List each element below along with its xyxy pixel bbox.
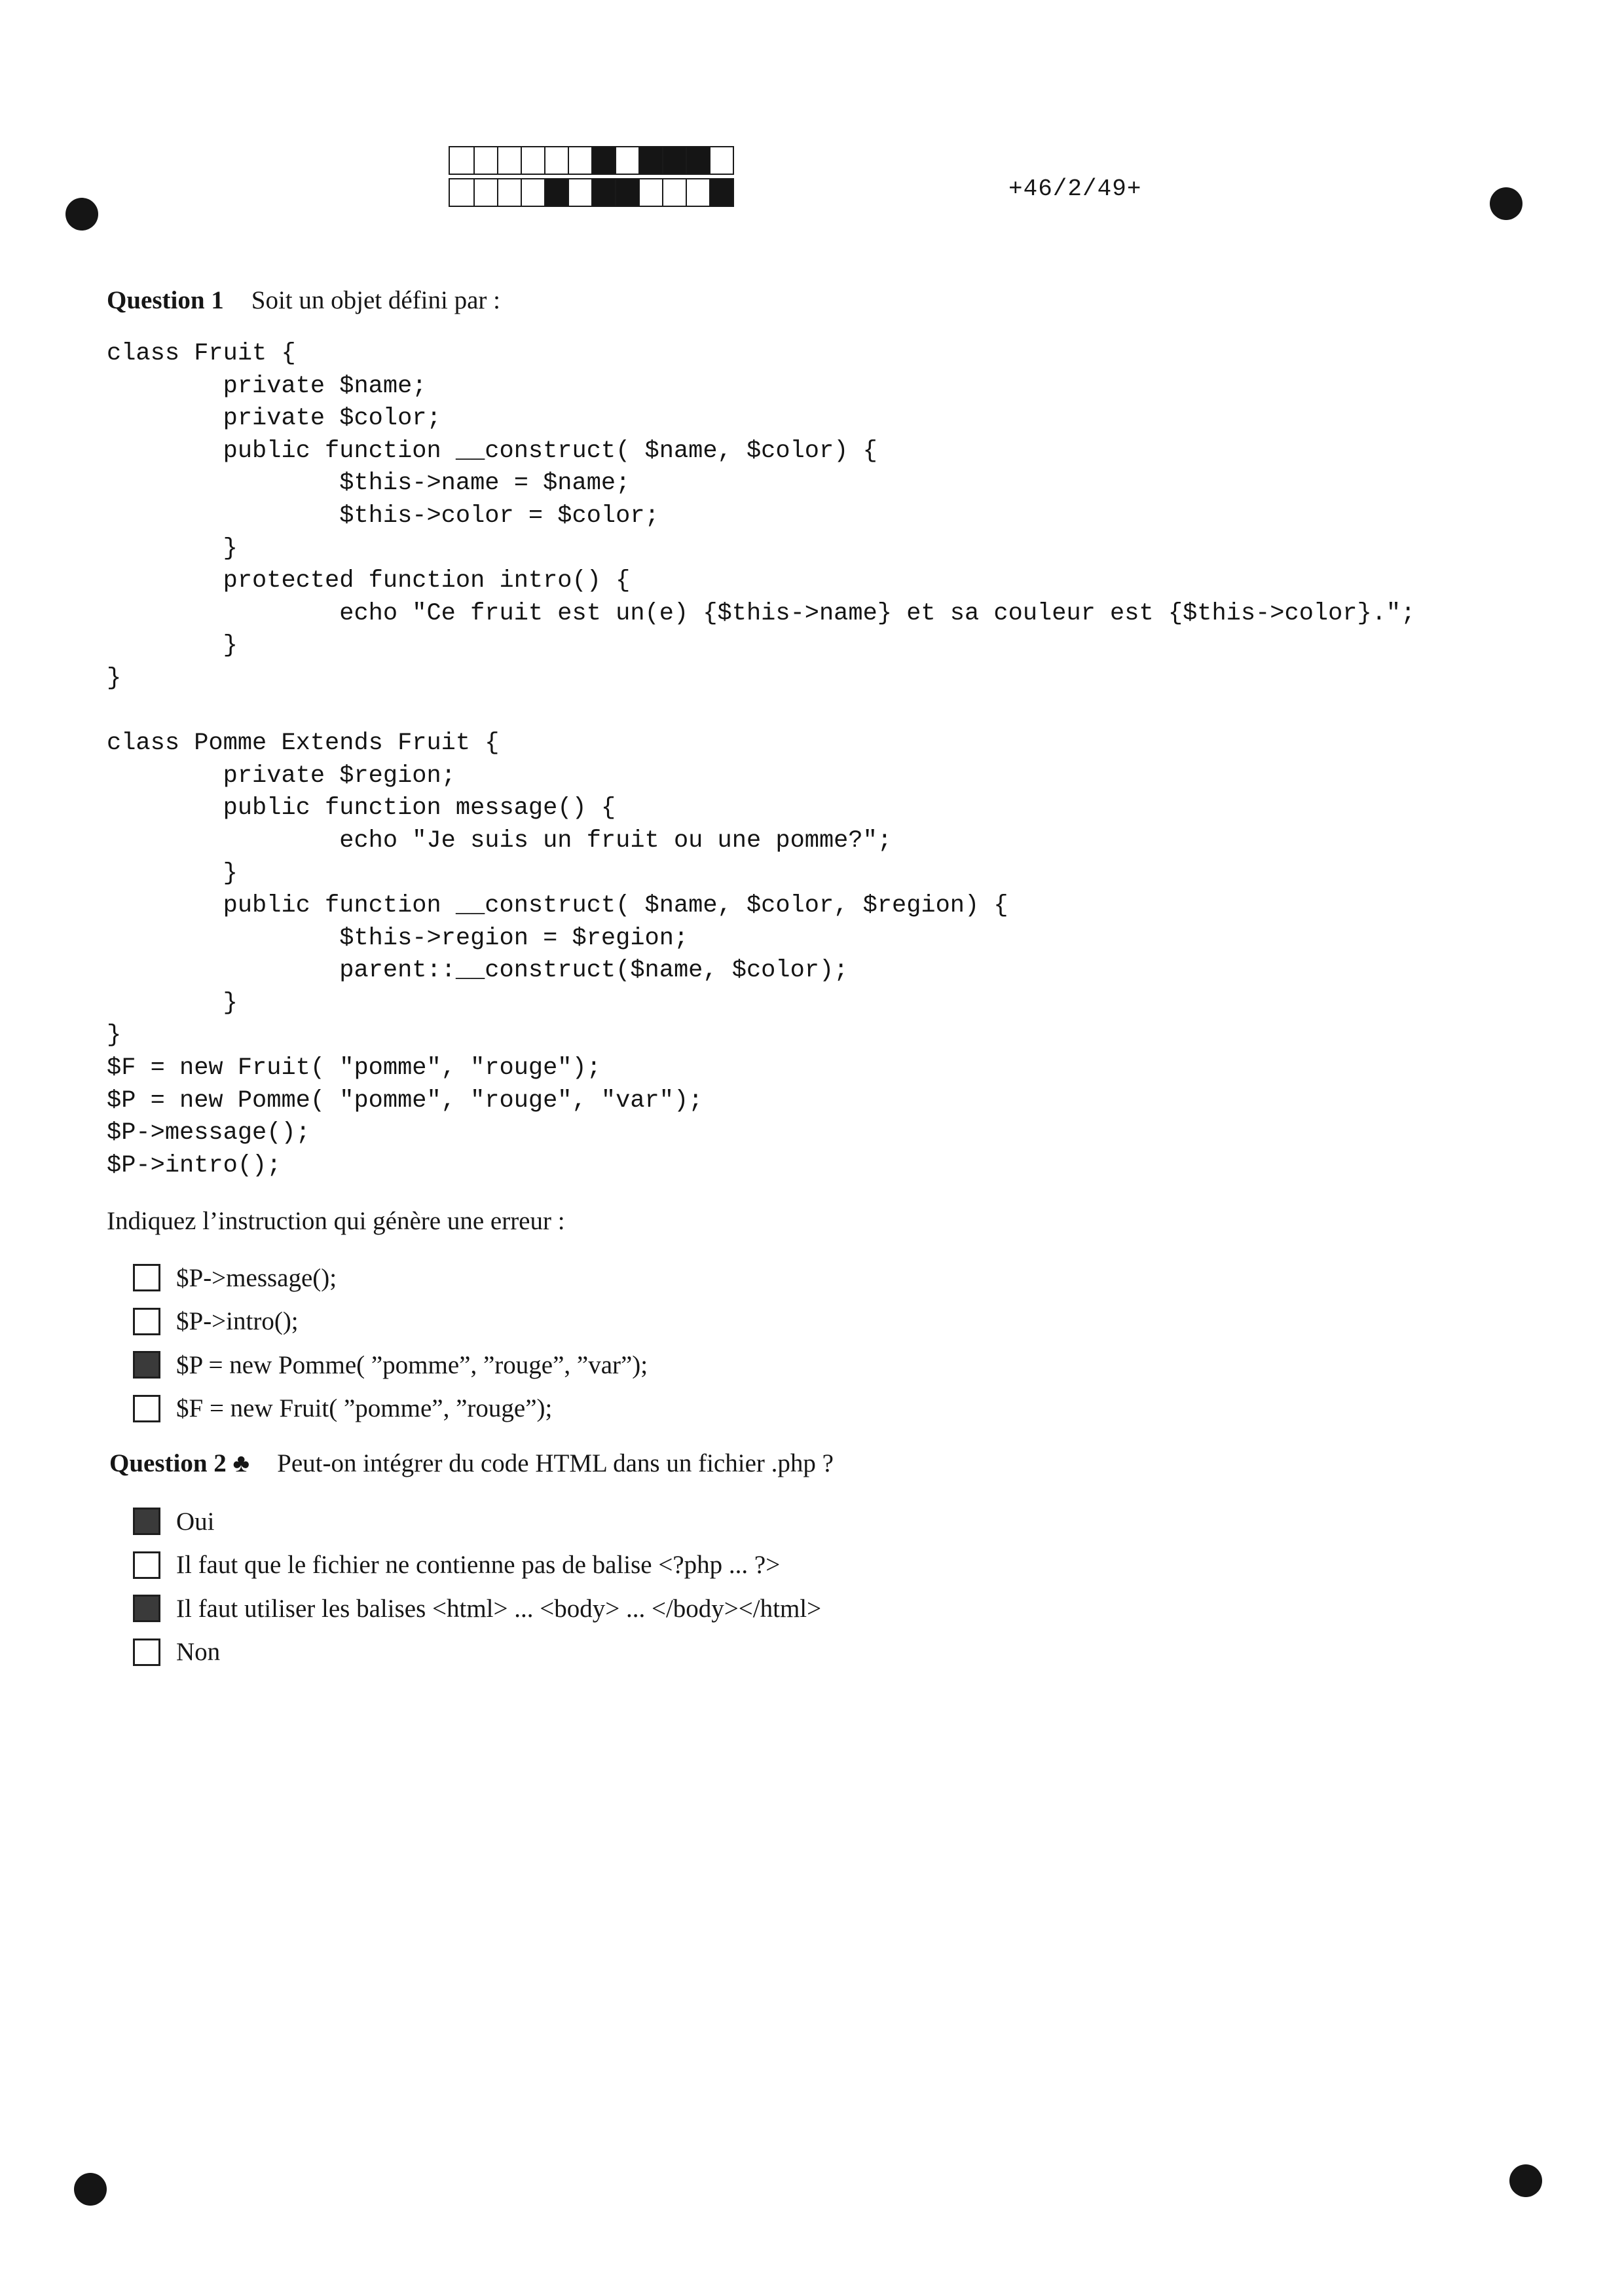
answer-checkbox[interactable] [133,1308,160,1335]
question-1-label: Question 1 [107,286,224,314]
barcode-cell-empty [544,147,568,174]
barcode-cell-empty [521,179,544,206]
barcode-cell-empty [568,179,591,206]
barcode-cell-empty [615,147,638,174]
question-1-answer-3[interactable] [133,1343,648,1387]
question-1-prompt: Indiquez l’instruction qui génère une erreur : [107,1207,565,1235]
barcode-cell-filled [591,179,615,206]
barcode-cell-filled [615,179,638,206]
registration-mark-top-left [65,198,98,231]
answer-checkbox[interactable] [133,1639,160,1666]
question-1-text: Soit un objet défini par : [251,286,500,314]
barcode-cell-filled [709,179,733,206]
barcode-cell-filled [686,147,709,174]
question-1-answer-4[interactable] [133,1387,648,1431]
registration-mark-bottom-left [74,2173,107,2206]
answer-label: $P = new Pomme( ”pomme”, ”rouge”, ”var”); [176,1350,648,1379]
question-2-answer-4[interactable] [133,1631,821,1675]
question-2-text: Peut-on intégrer du code HTML dans un fichier .php ? [277,1449,834,1477]
answer-label: $P->intro(); [176,1307,299,1336]
answer-checkbox[interactable] [133,1264,160,1291]
question-1-answers [133,1256,648,1430]
barcode-cell-filled [662,147,686,174]
barcode-cell-empty [497,179,521,206]
answer-checkbox[interactable] [133,1351,160,1379]
question-2-answer-1[interactable] [133,1500,821,1544]
question-1-header [107,286,500,315]
barcode-cell-empty [638,179,662,206]
answer-label: Il faut utiliser les balises <html> ... <body> ... </body></html> [176,1594,822,1623]
question-2-header [109,1449,834,1478]
barcode-cell-empty [686,179,709,206]
page-identifier: +46/2/49+ [1008,176,1142,202]
question-2-answers [133,1500,821,1674]
answer-checkbox[interactable] [133,1395,160,1422]
registration-mark-bottom-right [1509,2164,1542,2197]
barcode-cell-empty [473,179,497,206]
answer-label: Il faut que le fichier ne contienne pas de balise <?php ... ?> [176,1551,781,1580]
question-1-code-block: class Fruit { private $name; private $color; public function __construct( $name, $color) { $this->name = $name; $this->color = $color; } protected function intro() { echo "Ce fruit est un(e) {$this->name} et sa couleur est {$this->color}."; } } class Pomme Extends Fruit { private $region; public function message() { echo "Je suis un fruit ou une pomme?"; } public function __construct( $name, $color, $region) { $this->region = $region; parent::__construct($name, $color); } } $F = new Fruit( "pomme", "rouge"); $P = new Pomme( "pomme", "rouge", "var"); $P->message(); $P->intro(); [107,340,1416,1179]
registration-mark-top-right [1490,187,1522,220]
barcode-top-row [449,146,734,175]
question-2-answer-2[interactable] [133,1544,821,1587]
barcode-cell-empty [662,179,686,206]
answer-checkbox[interactable] [133,1551,160,1579]
question-1-answer-2[interactable] [133,1300,648,1344]
barcode-cell-empty [473,147,497,174]
question-2-label: Question 2 ♣ [109,1449,250,1477]
answer-label: $P->message(); [176,1263,337,1292]
barcode-cell-filled [591,147,615,174]
answer-checkbox[interactable] [133,1508,160,1535]
barcode-cell-empty [709,147,733,174]
barcode-bottom-row [449,178,734,207]
barcode-cell-empty [568,147,591,174]
answer-label: $F = new Fruit( ”pomme”, ”rouge”); [176,1394,553,1423]
answer-label: Non [176,1638,221,1667]
answer-label: Oui [176,1507,215,1536]
answer-checkbox[interactable] [133,1595,160,1622]
question-1-answer-1[interactable] [133,1256,648,1300]
barcode-cell-empty [521,147,544,174]
barcode-cell-filled [544,179,568,206]
barcode-cell-filled [638,147,662,174]
barcode-cell-empty [497,147,521,174]
barcode-cell-empty [450,179,473,206]
question-2-answer-3[interactable] [133,1587,821,1631]
barcode-cell-empty [450,147,473,174]
